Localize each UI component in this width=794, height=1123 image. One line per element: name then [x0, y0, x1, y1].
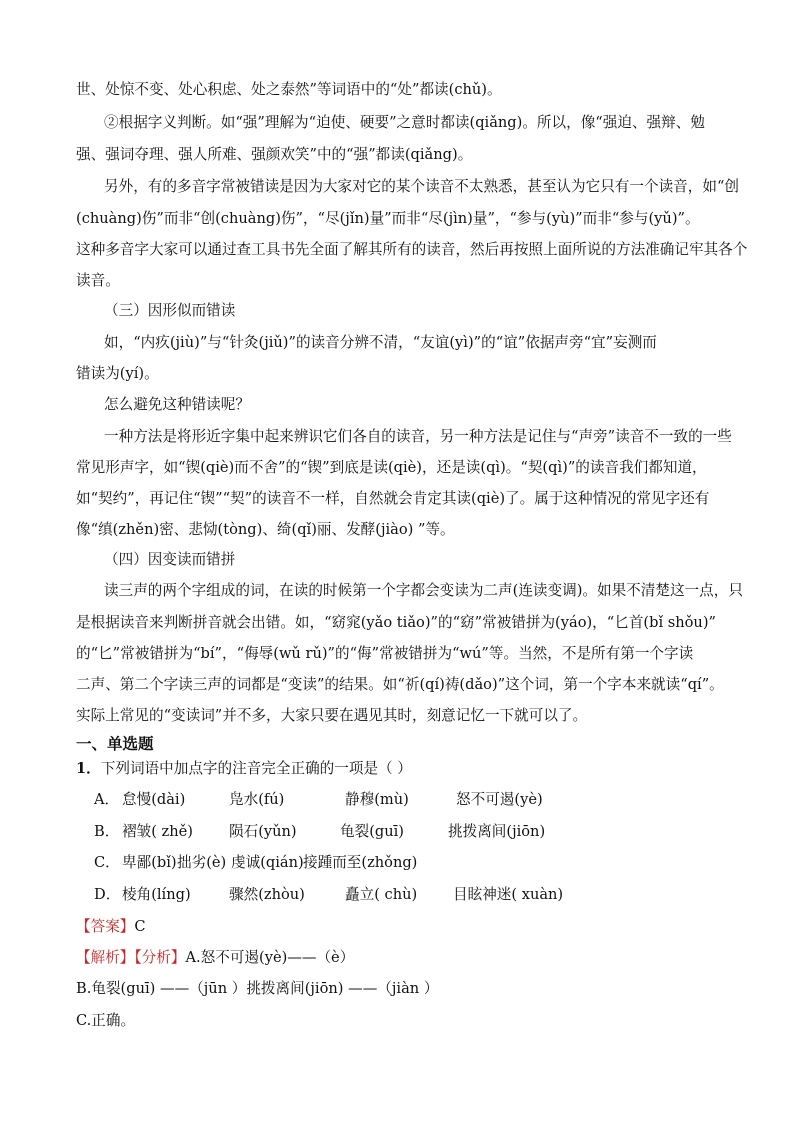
section-heading: 一、单选题 — [76, 735, 154, 753]
text-line: 如，“内疚(jiù)”与“针灸(jiǔ)”的读音分辨不清，“友谊(yì)”的“谊”依据声旁“宜”妄测而 — [104, 334, 657, 351]
text-line: (chuàng)伤”而非“创(chuàng)伤”，“尽(jǐn)量”而非“尽(jìn)量”，“参与(yù)”而非“参与(yǔ)”。 — [76, 210, 700, 227]
answer-label: 【答案】 — [76, 918, 135, 935]
analysis-label: 【解析】【分析】 — [76, 949, 186, 966]
option-item: 挑拨离间(jiōn) — [448, 823, 546, 840]
option-item: 褶皱( zhě) — [122, 823, 193, 840]
analysis-line: C.正确。 — [76, 1012, 136, 1029]
text-line: 一种方法是将形近字集中起来辨识它们各自的读音，另一种方法是记住与“声旁”读音不一致的一些 — [104, 428, 732, 445]
option-b-label: B． — [94, 823, 120, 840]
option-item: 静穆(mù) — [345, 791, 409, 808]
analysis-line: B.龟裂(guī) ——（jūn ）挑拨离间(jiōn) ——（jiàn ） — [76, 980, 439, 997]
text-line: 是根据读音来判断拼音就会出错。如，“窈窕(yǎo tiǎo)”的“窈”常被错拼为(yáo)，“匕首(bǐ shǒu)” — [76, 614, 716, 631]
option-item: 棱角(líng) — [122, 886, 191, 903]
text-line: 像“缜(zhěn)密、悲恸(tòng)、绮(qǐ)丽、发酵(jiào) ”等。 — [76, 521, 455, 538]
text-line: 这种多音字大家可以通过查工具书先全面了解其所有的读音，然后再按照上面所说的方法准确记牢其各个 — [76, 241, 748, 258]
answer-value: C — [134, 918, 146, 935]
option-item: 骤然(zhòu) — [229, 886, 305, 903]
text-line: 强、强词夺理、强人所难、强颜欢笑”中的“强”都读(qiǎng)。 — [76, 146, 473, 163]
text-line: 读三声的两个字组成的词，在读的时候第一个字都会变读为二声(连读变调)。如果不清楚这一点，只 — [104, 582, 743, 599]
option-a-label: A． — [94, 791, 120, 808]
text-line: 常见形声字，如“锲(qiè)而不舍”的“锲”到底是读(qiè)，还是读(qì)。“契(qì)”的读音我们都知道， — [76, 459, 707, 476]
question-text: 下列词语中加点字的注音完全正确的一项是（ ） — [100, 760, 412, 777]
option-d-label: D． — [94, 886, 121, 903]
analysis-line — [76, 948, 354, 968]
option-item: 陨石(yǔn) — [229, 823, 297, 840]
option-item: 卑鄙(bǐ) — [122, 854, 177, 871]
analysis-text: A.怒不可遏(yè)——（è） — [185, 949, 355, 966]
option-item: 接踵而至(zhǒng) — [303, 854, 418, 871]
option-item: 矗立( chù) — [345, 886, 418, 903]
question-number: 1． — [76, 760, 101, 777]
option-c-label: C． — [94, 854, 120, 871]
answer-line — [76, 917, 146, 937]
option-item: 目眩神迷( xuàn) — [453, 886, 564, 903]
subsection-heading: （三）因形似而错读 — [104, 302, 236, 319]
text-line: 实际上常见的“变读词”并不多，大家只要在遇见其时，刻意记忆一下就可以了。 — [76, 707, 588, 724]
text-line: 世、处惊不变、处心积虑、处之泰然”等词语中的“处”都读(chǔ)。 — [76, 81, 502, 98]
text-line: 的“匕”常被错拼为“bí”，“侮辱(wǔ rǔ)”的“侮”常被错拼为“wú”等。当然，不是所有第一个字读 — [76, 645, 694, 662]
text-line: 读音。 — [76, 272, 120, 289]
option-item: 凫水(fú) — [229, 791, 285, 808]
option-item: 拙劣(è) — [177, 854, 227, 871]
text-line: ②根据字义判断。如“强”理解为“迫使、硬要”之意时都读(qiǎng)。所以，像“强迫、强辩、勉 — [104, 114, 705, 131]
text-line: 二声、第二个字读三声的词都是“变读”的结果。如“祈(qí)祷(dǎo)”这个词，第一个字本来就读“qí”。 — [76, 676, 724, 693]
text-line: 如“契约”，再记住“锲”“契”的读音不一样，自然就会肯定其读(qiè)了。属于这种情况的常见字还有 — [76, 490, 710, 507]
text-line: 另外，有的多音字常被错读是因为大家对它的某个读音不太熟悉，甚至认为它只有一个读音，如“创 — [104, 178, 739, 195]
subsection-heading: （四）因变读而错拼 — [104, 551, 236, 568]
option-item: 龟裂(guī) — [340, 823, 404, 840]
option-item: 虔诚(qián) — [231, 854, 304, 871]
text-line: 怎么避免这种错读呢？ — [104, 396, 250, 413]
question-stem — [76, 759, 412, 779]
option-item: 怒不可遏(yè) — [456, 791, 543, 808]
option-item: 怠慢(dài) — [122, 791, 186, 808]
text-line: 错读为(yí)。 — [76, 365, 159, 382]
